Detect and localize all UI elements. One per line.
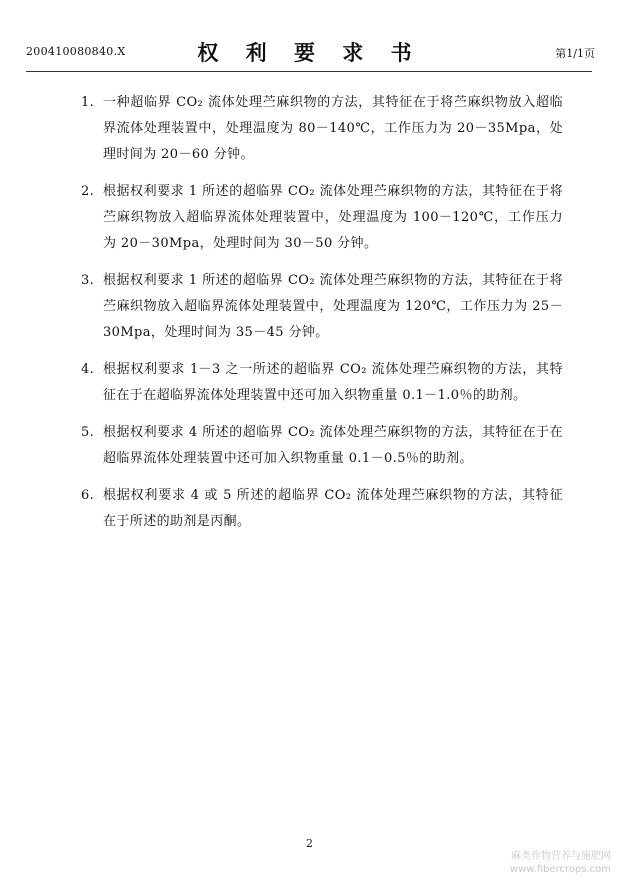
claim-number: 5. — [81, 425, 95, 440]
claim-text: 根据权利要求 4 或 5 所述的超临界 CO₂ 流体处理苎麻织物的方法，其特征在于所述的助剂是丙酮。 — [103, 488, 563, 529]
claims-list — [81, 90, 563, 546]
application-number: 200410080840.X — [26, 45, 126, 58]
claim-text: 根据权利要求 1 所述的超临界 CO₂ 流体处理苎麻织物的方法，其特征在于将苎麻织物放入超临界流体处理装置中，处理温度为 120℃，工作压力为 25－30Mpa，处理时间为 35－45 分钟。 — [103, 273, 563, 340]
header-divider — [26, 71, 592, 72]
watermark-site-name: 麻类作物营养与施肥网 — [511, 851, 611, 862]
claim-1 — [81, 90, 563, 168]
claim-number: 6. — [81, 488, 95, 503]
claim-number: 3. — [81, 273, 95, 288]
watermark-url: www.fibercrops.com — [509, 864, 611, 875]
claim-text: 根据权利要求 1－3 之一所述的超临界 CO₂ 流体处理苎麻织物的方法，其特征在于在超临界流体处理装置中还可加入织物重量 0.1－1.0％的助剂。 — [103, 362, 563, 403]
claim-number: 1. — [81, 95, 95, 110]
page-number: 2 — [306, 837, 313, 850]
claim-3 — [81, 268, 563, 346]
claim-5 — [81, 420, 563, 472]
claim-4 — [81, 357, 563, 409]
claim-2 — [81, 179, 563, 257]
claim-text: 根据权利要求 4 所述的超临界 CO₂ 流体处理苎麻织物的方法，其特征在于在超临界流体处理装置中还可加入织物重量 0.1－0.5％的助剂。 — [103, 425, 563, 466]
site-watermark — [510, 850, 611, 876]
claim-text: 根据权利要求 1 所述的超临界 CO₂ 流体处理苎麻织物的方法，其特征在于将苎麻织物放入超临界流体处理装置中，处理温度为 100－120℃，工作压力为 20－30Mpa，处理时间为 30－50 分钟。 — [103, 184, 563, 251]
claim-6 — [81, 483, 563, 535]
claim-number: 4. — [81, 362, 95, 377]
claim-number: 2. — [81, 184, 95, 199]
claim-text: 一种超临界 CO₂ 流体处理苎麻织物的方法，其特征在于将苎麻织物放入超临界流体处理装置中，处理温度为 80－140℃，工作压力为 20－35Mpa，处理时间为 20－60 分钟。 — [103, 95, 563, 162]
page-indicator: 第1/1页 — [555, 47, 595, 60]
document-title: 权 利 要 求 书 — [197, 40, 422, 65]
